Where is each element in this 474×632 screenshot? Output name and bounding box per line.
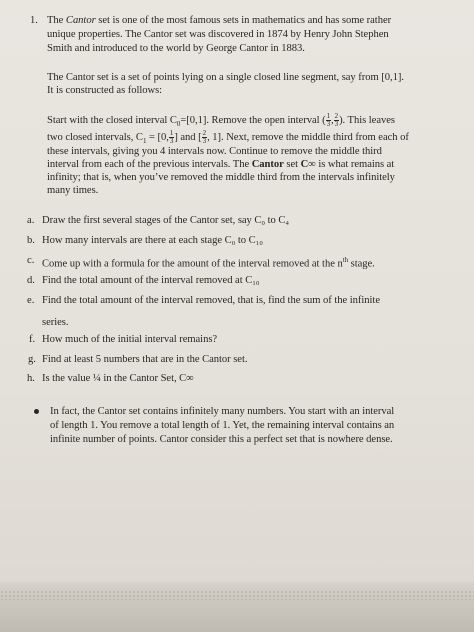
question-text-h: Is the value ¼ in the Cantor Set, C∞ (42, 373, 194, 384)
question-text-c: Come up with a formula for the amount of the interval removed at the $n^{th}$ stage. (42, 256, 375, 270)
intro-line-1: The Cantor set is one of the most famous sets in mathematics and has some rather (47, 15, 392, 26)
question-label-h: h. (27, 373, 35, 384)
note-line-3: infinite number of points. Cantor consider this a perfect set that is nowhere dense. (50, 434, 393, 445)
note-line-2: of length 1. You remove a total length of 1. Yet, the remaining interval contains an (50, 420, 395, 431)
construction-line-3: these intervals, giving you 4 intervals now. Continue to remove the middle third (47, 146, 382, 157)
definition-line-2: It is constructed as follows: (47, 85, 163, 96)
question-label-c: c. (27, 255, 35, 266)
construction-line-1: Start with the closed interval $C_0=[0,1]$. Remove the open interval ( $\frac{1}{3}$ , $\frac{2}{3}$ ). This leaves (47, 112, 395, 129)
question-text-d: Find the total amount of the interval removed at C₁₀ (42, 275, 260, 286)
question-label-d: d. (27, 275, 35, 286)
question-label-a: a. (27, 215, 35, 226)
definition-line-1: The Cantor set is a set of points lying on a single closed line segment, say from [0,1]. (47, 72, 404, 83)
perforation-texture (0, 590, 474, 600)
fraction-two-thirds-b: $\frac{2}{3}$ (202, 129, 207, 145)
question-text-f: How much of the initial interval remains? (42, 334, 218, 345)
fraction-one-third-b: $\frac{1}{3}$ (169, 129, 174, 145)
cantor-italic: Cantor (65, 15, 96, 26)
question-text-a: Draw the first several stages of the Cantor set, say C₀ to C₄ (42, 215, 290, 226)
construction-line-2: two closed intervals, $C_1 = [0$, $\frac{1}{3}$ ] and [ $\frac{2}{3}$ , 1]. Next, remove the middle third from each of (47, 129, 409, 146)
construction-line-4: interval from each of the previous intervals. The Cantor set C∞ is what remains at (47, 159, 395, 170)
question-text-e: Find the total amount of the interval removed, that is, find the sum of the infinite (42, 295, 380, 306)
fraction-two-thirds: $\frac{2}{3}$ (334, 112, 339, 128)
fraction-one-third: $\frac{1}{3}$ (326, 112, 331, 128)
question-label-f: f. (29, 334, 36, 345)
question-text-e-cont: series. (42, 317, 69, 328)
intro-line-2: unique properties. The Cantor set was discovered in 1874 by Henry John Stephen (47, 29, 389, 40)
construction-line-5: infinity; that is, when you’ve removed the middle third from the intervals infinitely (47, 172, 395, 183)
bullet-icon (34, 409, 39, 414)
question-label-g: g. (28, 354, 36, 365)
question-label-b: b. (27, 235, 35, 246)
problem-number: 1. (30, 15, 38, 26)
question-text-b: How many intervals are there at each stage C₀ to C₁₀ (42, 235, 263, 246)
intro-line-3: Smith and introduced to the world by George Cantor in 1883. (47, 43, 305, 54)
note-line-1: In fact, the Cantor set contains infinitely many numbers. You start with an interval (50, 406, 395, 417)
question-text-g: Find at least 5 numbers that are in the Cantor set. (42, 354, 248, 365)
question-label-e: e. (27, 295, 35, 306)
construction-line-6: many times. (47, 185, 99, 196)
